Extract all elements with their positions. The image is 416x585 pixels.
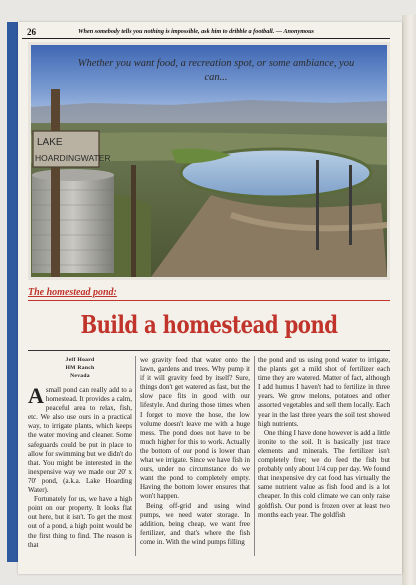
column-divider (254, 356, 255, 556)
sign-text-line1: LAKE (37, 137, 63, 148)
byline-ranch: HM Ranch (65, 365, 95, 371)
pond-photo (28, 42, 390, 280)
article-headline: Build a homestead pond (80, 310, 338, 339)
page-stack-edge (402, 15, 416, 585)
paragraph (28, 383, 132, 495)
sign-text-line2: HOARDINGWATER (35, 153, 111, 163)
paragraph: Fortunately for us, we have a high point on our property. It looks flat out here, but it isn't. To get the most out of a pond, a high point would be the first thing to find. The reason is that (28, 495, 132, 549)
kicker-rule (28, 300, 390, 301)
paragraph: we gravity feed that water onto the lawn, gardens and trees. Why pump it if it will gravity feed by itself? Sure, things don't get watered as fast, but the slow pace fits in good with our lifestyle. And during those times when I forget to move the hose, the low volume doesn't leave me with a huge mess. The pond does not have to be much higher for this to work. Actually the bottom of our pond is lower than what we irrigate. Since we have fish in ours, under no circumstance do we want the pond to completely empty. Having the bottom lower ensures that won't happen. (140, 356, 250, 501)
header-rule (22, 38, 390, 39)
paragraph: One thing I have done however is add a little ironite to the soil. It is basically just trace elements and minerals. The fertilizer isn't completely free; we do feed the fish but probably only about 1/4 cup per day. We found that inexpensive dry cat food has virtually the same nutrient value as fish food and is a lot cheaper. In this cold climate we can only raise goldfish. Our pond is frozen over at least two months each year. The goldfish (258, 428, 390, 519)
header-quote: When somebody tells you nothing is impossible, ask him to dribble a football. — Anonymous (78, 28, 314, 35)
article-kicker: The homestead pond: (28, 287, 117, 298)
drop-cap: A (28, 383, 44, 408)
photo-caption: Whether you want food, a recreation spot, or some ambiance, you can... (77, 58, 355, 83)
article-column-2 (140, 356, 250, 547)
paragraph: Being off-grid and using wind pumps, we need water storage. In addition, being cheap, we want free fertilizer, and that's where the fish come in. With the wind pumps filling (140, 501, 250, 546)
article-column-1 (28, 356, 132, 550)
page-number: 26 (27, 27, 36, 37)
paragraph: the pond and us using pond water to irrigate, the plants get a mild shot of fertilizer each time they are watered. Matter of fact, although I add humus I haven't had to fertilize in three years. We grow melons, potatoes and other assorted vegetables and sell them locally. Each year in the last three years the soil test showed high nutrients. (258, 356, 390, 428)
byline-author: Jeff Hoard (65, 357, 95, 363)
column-divider (135, 356, 136, 556)
headline-rule (28, 350, 390, 351)
paragraph-text: small pond can really add to a homestead. It provides a calm, peaceful area to relax, fish, etc. We also use ours in a practical way, to irrigate plants, which keeps the water moving and cleaner. Some safeguards could be put in place to allow for swimming but we didn't do that. You might be interested in the inexpensive way we made our 20' x 70' pond, (a.k.a. Lake Hoarding Water). (28, 386, 132, 495)
byline (28, 356, 132, 380)
article-column-3 (258, 356, 390, 520)
byline-location: Nevada (70, 373, 90, 379)
